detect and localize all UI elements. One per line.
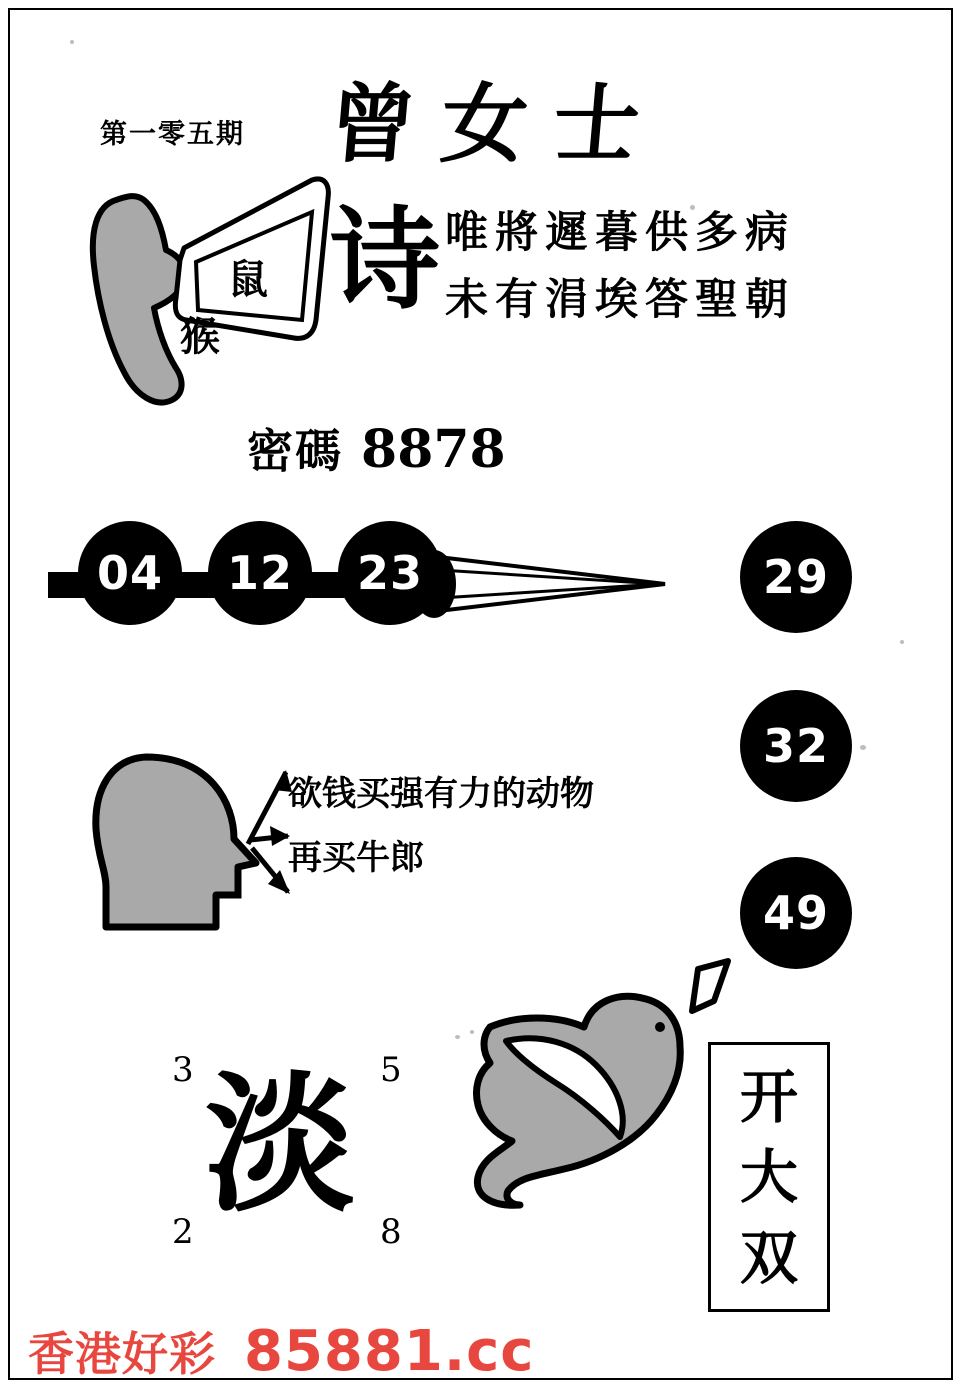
password-label: 密碼 — [247, 424, 343, 478]
paper-speck — [860, 745, 866, 750]
paper-speck — [900, 640, 904, 644]
corner-number-bottom-left: 2 — [172, 1212, 194, 1252]
password-line — [247, 415, 506, 481]
brand-title: 曾女士 — [324, 74, 670, 175]
zodiac-top: 鼠 — [228, 256, 268, 303]
poem-title-char: 诗 — [330, 195, 440, 324]
big-character: 淡 — [205, 1057, 356, 1233]
issue-label: 第一零五期 — [100, 119, 245, 150]
lottery-ball-row-2[interactable]: 12 — [208, 521, 312, 625]
speech-line-1: 欲钱买强有力的动物 — [288, 774, 594, 814]
poem-line-1: 唯將遲暮供多病 — [445, 208, 795, 258]
corner-number-top-left: 3 — [172, 1050, 194, 1090]
lottery-ball-col-2[interactable]: 32 — [740, 690, 852, 802]
lottery-ball-col-3[interactable]: 49 — [740, 857, 852, 969]
password-value: 8878 — [361, 419, 506, 480]
corner-number-top-right: 5 — [380, 1050, 402, 1090]
poem-lines — [445, 200, 795, 333]
speech-line-2: 再买牛郎 — [288, 838, 424, 878]
vertical-box-char-2: 大 — [739, 1143, 798, 1211]
lottery-ball-row-3[interactable]: 23 — [338, 521, 442, 625]
vertical-box-char-1: 开 — [739, 1062, 798, 1131]
vertical-box-char-3: 双 — [739, 1223, 798, 1292]
lottery-ball-row-1[interactable]: 04 — [78, 521, 182, 625]
footer — [28, 1318, 535, 1384]
lottery-ball-col-1[interactable]: 29 — [740, 521, 852, 633]
zodiac-bottom: 猴 — [180, 313, 220, 360]
paper-speck — [70, 40, 74, 44]
poem-line-2: 未有涓埃答聖朝 — [445, 274, 795, 325]
footer-url[interactable]: 85881.cc — [244, 1319, 535, 1384]
footer-site-name: 香港好彩 — [28, 1327, 216, 1381]
phone-handset-icon — [80, 170, 350, 420]
corner-number-bottom-right: 8 — [380, 1212, 402, 1252]
vertical-text-box — [708, 1042, 830, 1312]
